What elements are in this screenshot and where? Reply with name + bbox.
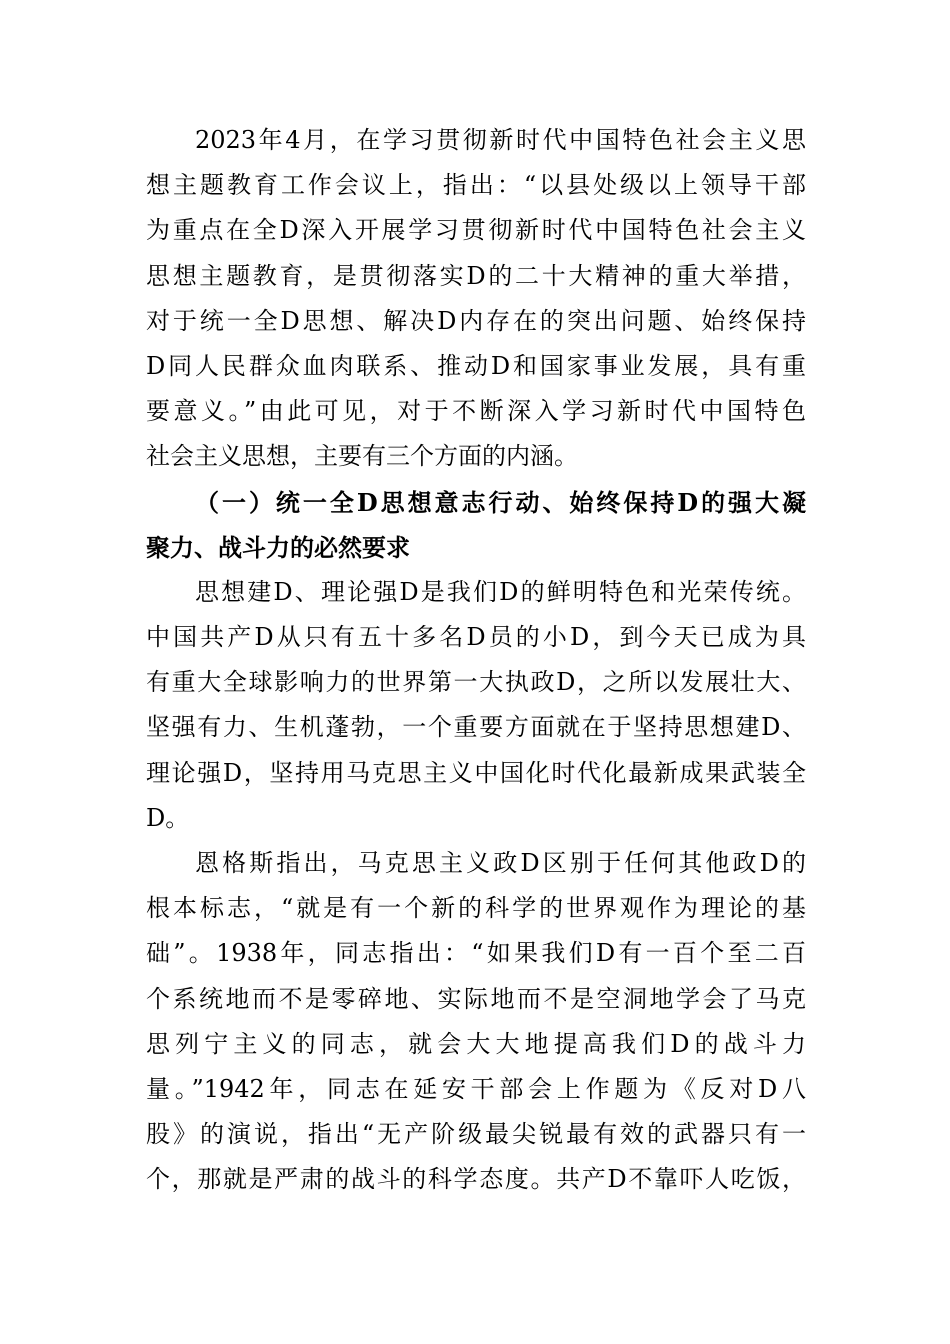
text-line: 根本标志，“就是有一个新的科学的世界观作为理论的基 [146, 894, 806, 923]
text-line: 2023年4月，在学习贯彻新时代中国特色社会主义思 [195, 126, 806, 154]
text-line: 恩格斯指出，马克思主义政D区别于任何其他政D的 [195, 849, 806, 877]
heading-line: 聚力、战斗力的必然要求 [146, 532, 410, 562]
text-line: 础”。1938年，同志指出：“如果我们D有一百个至二百 [146, 939, 806, 968]
text-line: 想主题教育工作会议上，指出：“以县处级以上领导干部 [146, 171, 806, 200]
text-line: 理论强D，坚持用马克思主义中国化时代化最新成果武装全 [146, 758, 806, 787]
text-line: 为重点在全D深入开展学习贯彻新时代中国特色社会主义 [146, 216, 806, 245]
text-line: 思想主题教育，是贯彻落实D的二十大精神的重大举措， [146, 261, 806, 290]
text-line: D同人民群众血肉联系、推动D和国家事业发展，具有重 [146, 351, 806, 380]
text-line: 思列宁主义的同志，就会大大地提高我们D的战斗力 [146, 1029, 806, 1058]
text-line: 社会主义思想，主要有三个方面的内涵。 [146, 442, 578, 471]
paragraph-intro [146, 118, 806, 480]
text-line: 对于统一全D思想、解决D内存在的突出问题、始终保持 [146, 306, 806, 335]
text-line: 量。”1942年，同志在延安干部会上作题为《反对D八 [146, 1074, 806, 1103]
paragraph-engels [146, 841, 806, 1203]
section-heading [146, 480, 806, 570]
text-line: 要意义。”由此可见，对于不断深入学习新时代中国特色 [146, 397, 806, 426]
text-line: 坚强有力、生机蓬勃，一个重要方面就在于坚持思想建D、 [146, 713, 806, 742]
paragraph-theory [146, 570, 806, 841]
heading-line: （一）统一全D思想意志行动、始终保持D的强大凝 [195, 487, 806, 517]
text-line: 个，那就是严肃的战斗的科学态度。共产D不靠吓人吃饭， [146, 1165, 806, 1194]
text-line: D。 [146, 803, 190, 832]
document-body [146, 118, 806, 1203]
text-line: 思想建D、理论强D是我们D的鲜明特色和光荣传统。 [195, 577, 806, 606]
text-line: 股》的演说，指出“无产阶级最尖锐最有效的武器只有一 [146, 1120, 806, 1149]
text-line: 有重大全球影响力的世界第一大执政D，之所以发展壮大、 [146, 668, 806, 697]
text-line: 中国共产D从只有五十多名D员的小D，到今天已成为具 [146, 623, 806, 652]
text-line: 个系统地而不是零碎地、实际地而不是空洞地学会了马克 [146, 984, 806, 1013]
